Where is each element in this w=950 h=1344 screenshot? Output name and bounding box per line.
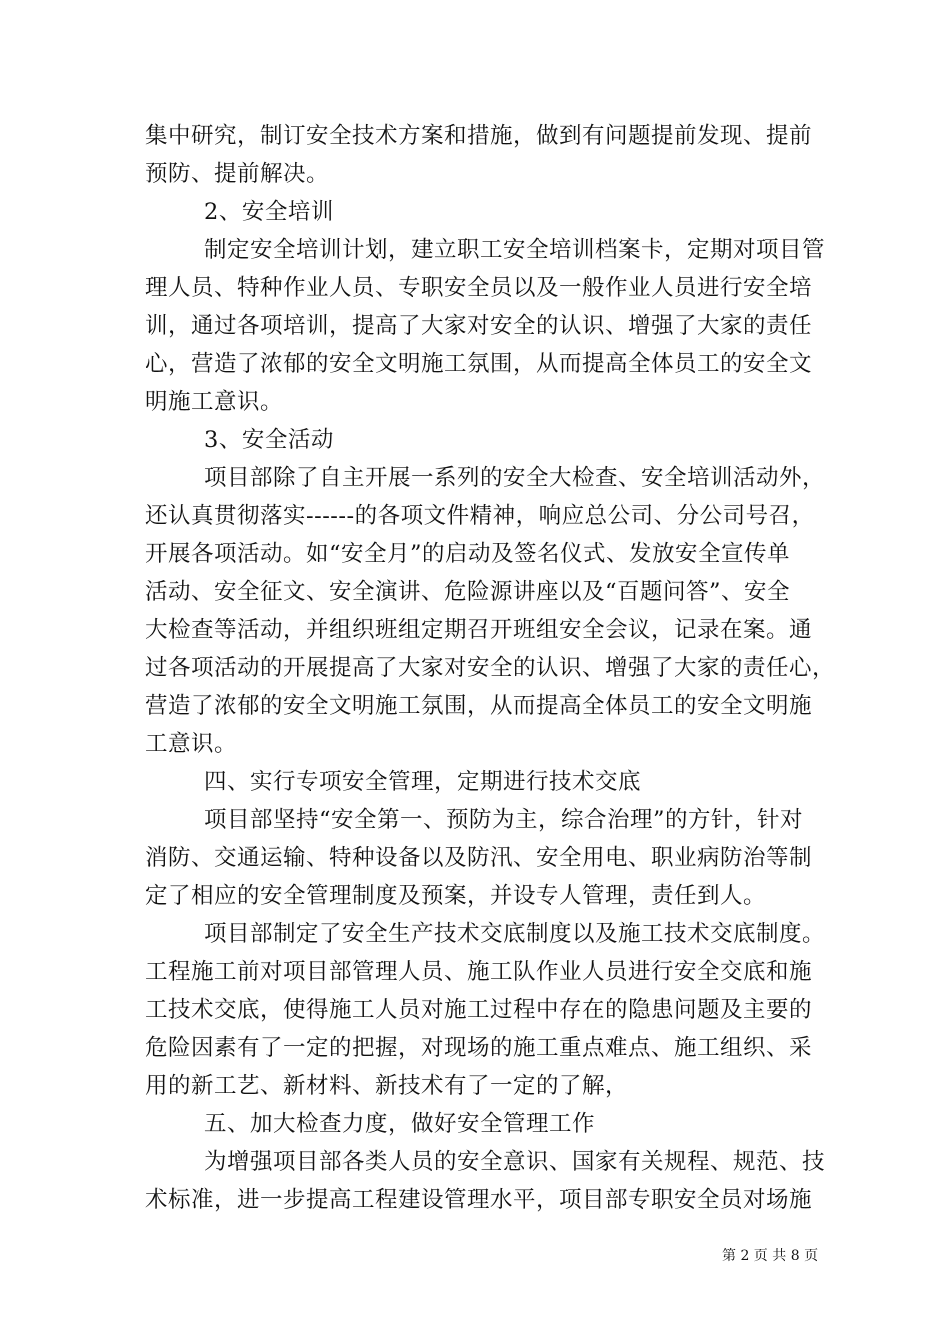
text-line: 营造了浓郁的安全文明施工氛围，从而提高全体员工的安全文明施 xyxy=(145,693,813,719)
text-line: 工意识。 xyxy=(145,731,238,757)
text-line: 理人员、特种作业人员、专职安全员以及一般作业人员进行安全培 xyxy=(145,275,813,301)
text-line: 心，营造了浓郁的安全文明施工氛围，从而提高全体员工的安全文 xyxy=(145,351,813,377)
text-line: 项目部坚持“安全第一、预防为主，综合治理”的方针，针对 xyxy=(204,807,804,833)
text-line: 工技术交底，使得施工人员对施工过程中存在的隐患问题及主要的 xyxy=(145,997,813,1023)
text-line: 明施工意识。 xyxy=(145,389,284,415)
text-line: 消防、交通运输、特种设备以及防汛、安全用电、职业病防治等制 xyxy=(145,845,813,871)
text-line: 项目部制定了安全生产技术交底制度以及施工技术交底制度。 xyxy=(204,921,826,947)
section-heading: 2、安全培训 xyxy=(204,199,334,225)
text-line: 过各项活动的开展提高了大家对安全的认识、增强了大家的责任心， xyxy=(145,655,836,681)
text-line: 大检查等活动，并组织班组定期召开班组安全会议，记录在案。通 xyxy=(145,617,813,643)
section-heading: 五、加大检查力度，做好安全管理工作 xyxy=(204,1111,596,1137)
text-line: 术标准，进一步提高工程建设管理水平，项目部专职安全员对场施 xyxy=(145,1187,813,1213)
text-line: 制定安全培训计划，建立职工安全培训档案卡，定期对项目管 xyxy=(204,237,826,263)
text-line: 集中研究，制订安全技术方案和措施，做到有问题提前发现、提前 xyxy=(145,123,813,149)
text-line: 活动、安全征文、安全演讲、危险源讲座以及“百题问答”、安全 xyxy=(145,579,791,605)
text-line: 还认真贯彻落实------的各项文件精神，响应总公司、分公司号召， xyxy=(145,503,815,529)
section-heading: 四、实行专项安全管理，定期进行技术交底 xyxy=(204,769,642,795)
text-line: 为增强项目部各类人员的安全意识、国家有关规程、规范、技 xyxy=(204,1149,826,1175)
text-line: 开展各项活动。如“安全月”的启动及签名仪式、发放安全宣传单 xyxy=(145,541,791,567)
page-number-footer: 第 2 页 共 8 页 xyxy=(722,1248,819,1264)
text-line: 训，通过各项培训，提高了大家对安全的认识、增强了大家的责任 xyxy=(145,313,813,339)
text-line: 危险因素有了一定的把握，对现场的施工重点难点、施工组织、采 xyxy=(145,1035,813,1061)
section-heading: 3、安全活动 xyxy=(204,427,334,453)
text-line: 用的新工艺、新材料、新技术有了一定的了解， xyxy=(145,1073,629,1099)
text-line: 定了相应的安全管理制度及预案，并设专人管理，责任到人。 xyxy=(145,883,767,909)
text-line: 工程施工前对项目部管理人员、施工队作业人员进行安全交底和施 xyxy=(145,959,813,985)
text-line: 项目部除了自主开展一系列的安全大检查、安全培训活动外， xyxy=(204,465,826,491)
text-line: 预防、提前解决。 xyxy=(145,161,330,187)
